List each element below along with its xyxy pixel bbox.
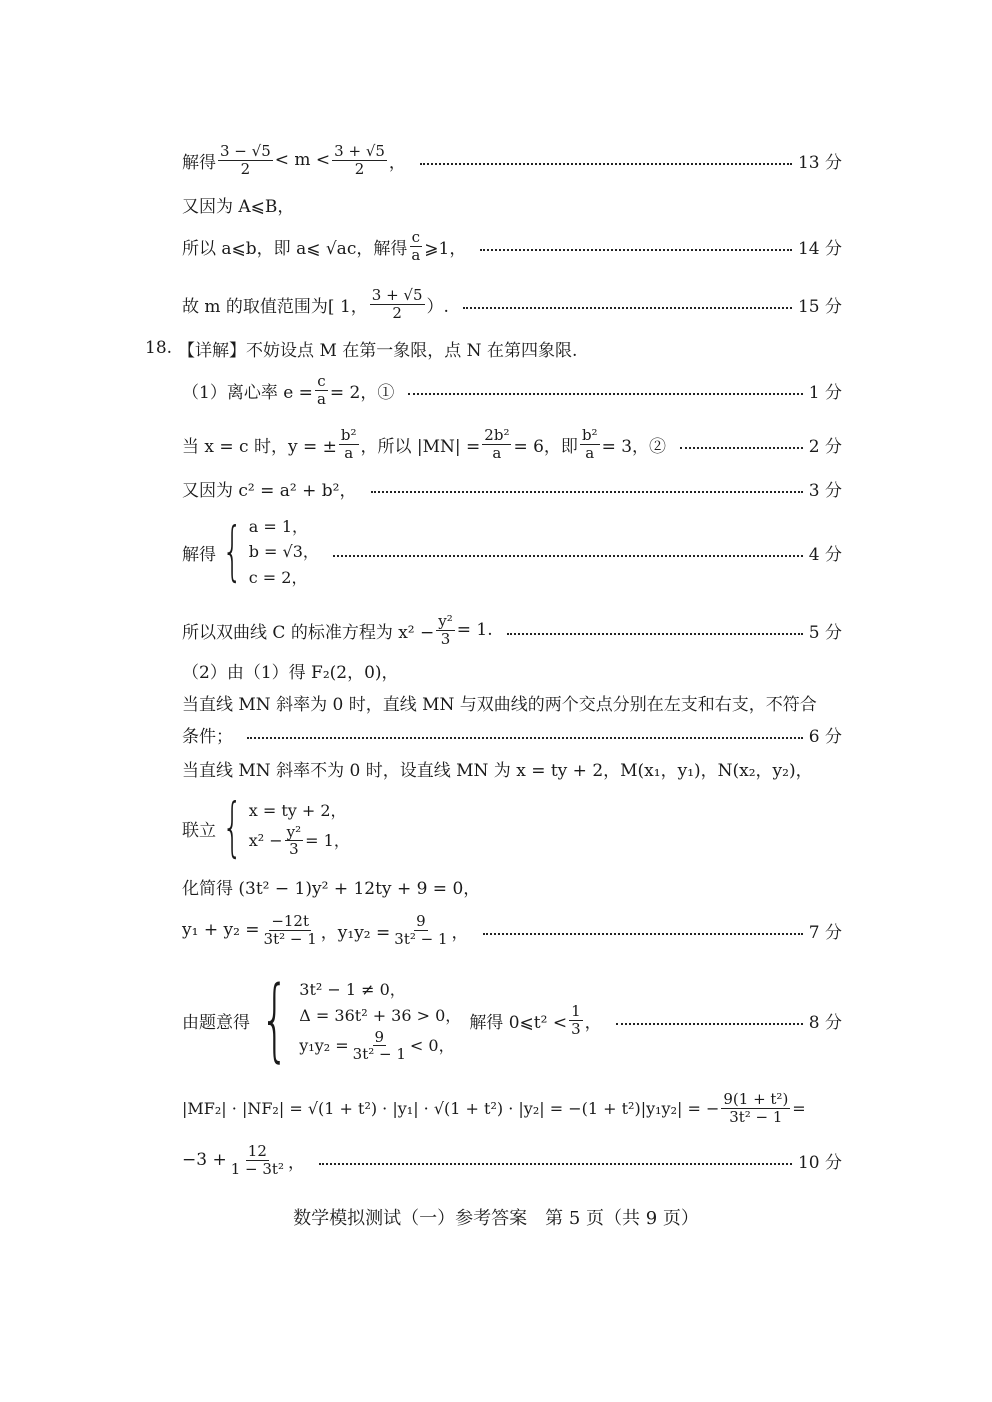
solution-line: 所以 a⩽b，即 a⩽ √ac，解得 $\frac{c}{a}$ ⩾1， 14 分 (182, 228, 842, 264)
fraction: $\frac{c}{a}$ (411, 228, 421, 264)
fraction: $\frac{\text{b²}}{a}$ (340, 426, 357, 462)
solution-line: 化简得 (3t² − 1)y² + 12ty + 9 = 0， (182, 878, 481, 899)
score: 7 分 (808, 922, 842, 943)
solution-line: 条件； 6 分 (0, 710, 992, 758)
fraction: $\frac{\text{y²}}{3}$ (286, 822, 302, 859)
solution-line: 又因为 A⩽B， (182, 196, 295, 217)
solution-line: 所以双曲线 C 的标准方程为 x² − $\frac{\text{y²}}{3}$ = 1. 5 分 (182, 612, 842, 648)
fraction: $\frac{\text{9(1 + t²)}}{\text{3t² − 1}}$ (723, 1090, 789, 1126)
fraction: $\frac{12}{\text{1 − 3t²}}$ (230, 1142, 284, 1178)
score: 10 分 (797, 1152, 842, 1173)
fraction: $\frac{3 + √5}{2}$ (334, 142, 385, 178)
score: 14 分 (797, 238, 842, 259)
fraction: $\frac{\text{y²}}{3}$ (438, 612, 453, 648)
brace: { (222, 515, 243, 589)
fraction: $\frac{\text{2b²}}{a}$ (484, 426, 510, 462)
dot-leader (507, 633, 803, 635)
dot-leader (247, 737, 803, 739)
fraction: $\frac{c}{a}$ (316, 372, 326, 408)
problem-heading: 18. 【详解】不妨设点 M 在第一象限，点 N 在第四象限. (145, 338, 578, 361)
dot-leader (616, 1023, 803, 1025)
solution-line: （2）由（1）得 F₂(2，0)， (182, 662, 399, 683)
score: 6 分 (808, 726, 842, 747)
solution-line: −3 + $\frac{12}{\text{1 − 3t²}}$ ， 10 分 (182, 1142, 842, 1178)
score: 15 分 (797, 296, 842, 317)
score: 3 分 (808, 480, 842, 501)
score: 8 分 (808, 1012, 842, 1033)
fraction: $\frac{\text{b²}}{a}$ (581, 426, 598, 462)
solution-line: 当直线 MN 斜率为 0 时，直线 MN 与双曲线的两个交点分别在左支和右支，不符合 (182, 694, 817, 715)
dot-leader (408, 393, 802, 395)
solution-line: 解得 $\frac{3 - √5}{2}$ < m < $\frac{3 + √5}{2}$ ， 13 分 (182, 142, 842, 178)
score: 13 分 (797, 152, 842, 173)
score: 2 分 (808, 436, 842, 457)
solution-line: |MF₂| · |NF₂| = √(1 + t²) · |y₁| · √(1 + t²) · |y₂| = −(1 + t²)|y₁y₂| = − $\frac{\text{9(1 + t²)}}{\text{3t² − 1}}$ = (182, 1090, 806, 1126)
dot-leader (319, 1163, 792, 1165)
solution-line: 联立 { x = ty + 2， x² − $\frac{\text{y²}}{3}$ = 1， (182, 791, 350, 865)
solution-line: （1）离心率 e = $\frac{c}{a}$ = 2，① 1 分 (182, 372, 842, 408)
brace: { (222, 791, 243, 865)
fraction: $\frac{9}{\text{3t² − 1}}$ (394, 912, 448, 948)
dot-leader (480, 249, 792, 251)
score: 4 分 (808, 544, 842, 565)
solution-line: 解得 { a = 1， b = √3， c = 2， 4 分 (182, 515, 842, 589)
dot-leader (483, 933, 803, 935)
dot-leader (333, 555, 803, 557)
page-footer: 数学模拟测试（一）参考答案 第 5 页（共 9 页） (293, 1208, 699, 1229)
solution-line: 故 m 的取值范围为[ 1， $\frac{3 + √5}{2}$ ）. 15 分 (182, 286, 842, 322)
dot-leader (680, 447, 803, 449)
brace: { (260, 967, 289, 1072)
dot-leader (463, 307, 792, 309)
dot-leader (371, 491, 803, 493)
solution-line: 当 x = c 时，y = ± $\frac{\text{b²}}{a}$ ，所以 |MN| = $\frac{\text{2b²}}{a}$ = 6，即 $\frac{\text{b²}}{a}$ = 3，② 2 分 (182, 426, 842, 462)
solution-line: 由题意得 { 3t² − 1 ≠ 0， Δ = 36t² + 36 > 0， y₁y₂ = $\frac{9}{\text{3t² − 1}}$ < 0， 解得 0⩽t² < $\frac{1}{3}$ ， 8 分 (182, 967, 842, 1072)
solution-line: 又因为 c² = a² + b²， 3 分 (0, 460, 992, 516)
dot-leader (420, 163, 792, 165)
solution-line: y₁ + y₂ = $\frac{-12t}{\text{3t² − 1}}$ ，y₁y₂ = $\frac{9}{\text{3t² − 1}}$ ， 7 分 (182, 912, 842, 948)
solution-line: 当直线 MN 斜率不为 0 时，设直线 MN 为 x = ty + 2，M(x₁，y₁)，N(x₂，y₂)， (182, 760, 813, 781)
score: 1 分 (808, 382, 842, 403)
fraction: $\frac{9}{\text{3t² − 1}}$ (352, 1027, 406, 1064)
fraction: $\frac{3 - √5}{2}$ (220, 142, 271, 178)
fraction: $\frac{-12t}{\text{3t² − 1}}$ (263, 912, 317, 948)
fraction: $\frac{3 + √5}{2}$ (371, 286, 423, 322)
fraction: $\frac{1}{3}$ (571, 1002, 581, 1038)
score: 5 分 (808, 622, 842, 643)
